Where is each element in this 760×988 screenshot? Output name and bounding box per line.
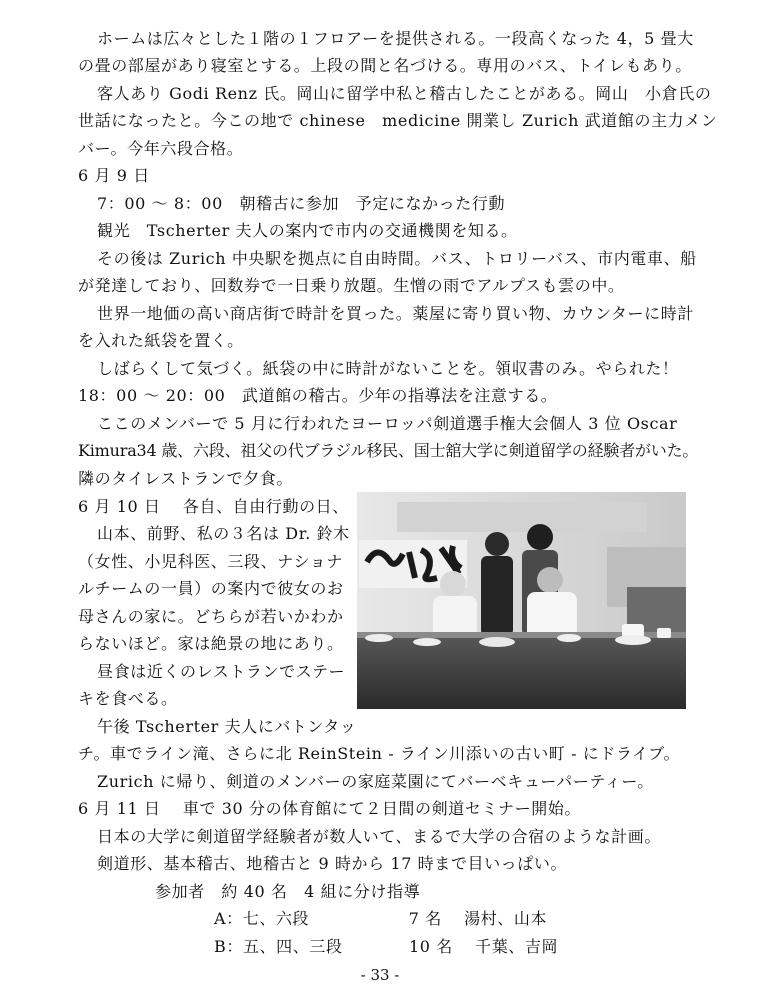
text-line: ホームは広々とした１階の１フロアーを提供される。一段高くなった 4，5 畳大	[97, 29, 694, 48]
text-line: Zurich に帰り、剣道のメンバーの家庭菜園にてバーベキューパーティー。	[97, 772, 654, 791]
text-line: の畳の部屋があり寝室とする。上段の間と名づける。専用のバス、トイレもあり。	[78, 56, 692, 75]
text-line: チ。車でライン滝、さらに北 ReinStein - ライン川添いの古い町 - にドライブ。	[78, 744, 681, 763]
text-line: その後は Zurich 中央駅を拠点に自由時間。バス、トロリーバス、市内電車、船	[97, 249, 697, 268]
date-heading: 6 月 11 日 車で 30 分の体育館にて２日間の剣道セミナー開始。	[78, 799, 582, 818]
group-row: B：五、四、三段 10 名 千葉、吉岡	[214, 937, 559, 956]
text-line: バー。今年六段合格。	[78, 139, 244, 158]
text-line: しばらくして気づく。紙袋の中に時計がないことを。領収書のみ。やられた！	[97, 359, 679, 378]
text-line: 世話になったと。今この地で chinese medicine 開業し Zurich 武道館の主力メン	[78, 111, 718, 130]
date-heading: 6 月 10 日 各自、自由行動の日、	[78, 497, 349, 516]
page-number: - 33 -	[360, 966, 400, 984]
text-line: 隣のタイレストランで夕食。	[78, 469, 294, 488]
text-line: 7：00 〜 8：00 朝稽古に参加 予定になかった行動	[97, 194, 506, 213]
text-line: Kimura34 歳、六段、祖父の代ブラジル移民、国士舘大学に剣道留学の経験者がいた。	[78, 441, 699, 460]
text-line: 山本、前野、私の３名は Dr. 鈴木	[97, 524, 350, 543]
group-row: A：七、六段 7 名 湯村、山本	[214, 909, 548, 928]
text-line: 午後 Tscherter 夫人にバトンタッ	[97, 717, 357, 736]
text-line: 昼食は近くのレストランでステー	[97, 662, 346, 681]
text-line: 客人あり Godi Renz 氏。岡山に留学中私と稽古したことがある。岡山 小倉氏の	[97, 84, 712, 103]
photo-illustration	[357, 492, 686, 709]
text-line: キを食べる。	[78, 689, 178, 708]
text-line: ここのメンバーで 5 月に行われたヨーロッパ剣道選手権大会個人 3 位 Oscar	[97, 414, 678, 433]
text-line: 剣道形、基本稽古、地稽古と 9 時から 17 時まで目いっぱい。	[97, 854, 568, 873]
text-line: 世界一地価の高い商店街で時計を買った。薬屋に寄り買い物、カウンターに時計	[97, 304, 694, 323]
text-line: らないほど。家は絶景の地にあり。	[78, 634, 344, 653]
text-line: ルチームの一員）の案内で彼女のお	[78, 579, 344, 598]
text-line: 日本の大学に剣道留学経験者が数人いて、まるで大学の合宿のような計画。	[97, 827, 661, 846]
text-line: （女性、小児科医、三段、ナショナ	[78, 552, 343, 571]
text-line: 参加者 約 40 名 4 組に分け指導	[155, 882, 421, 901]
text-line: 18：00 〜 20：00 武道館の稽古。少年の指導法を注意する。	[78, 386, 558, 405]
date-heading: 6 月 9 日	[78, 166, 150, 185]
group-photo	[357, 492, 686, 709]
text-line: 母さんの家に。どちらが若いかわか	[78, 607, 344, 626]
text-line: を入れた紙袋を置く。	[78, 331, 244, 350]
text-line: が発達しており、回数券で一日乗り放題。生憎の雨でアルプスも雲の中。	[78, 276, 625, 295]
text-line: 観光 Tscherter 夫人の案内で市内の交通機関を知る。	[97, 221, 518, 240]
